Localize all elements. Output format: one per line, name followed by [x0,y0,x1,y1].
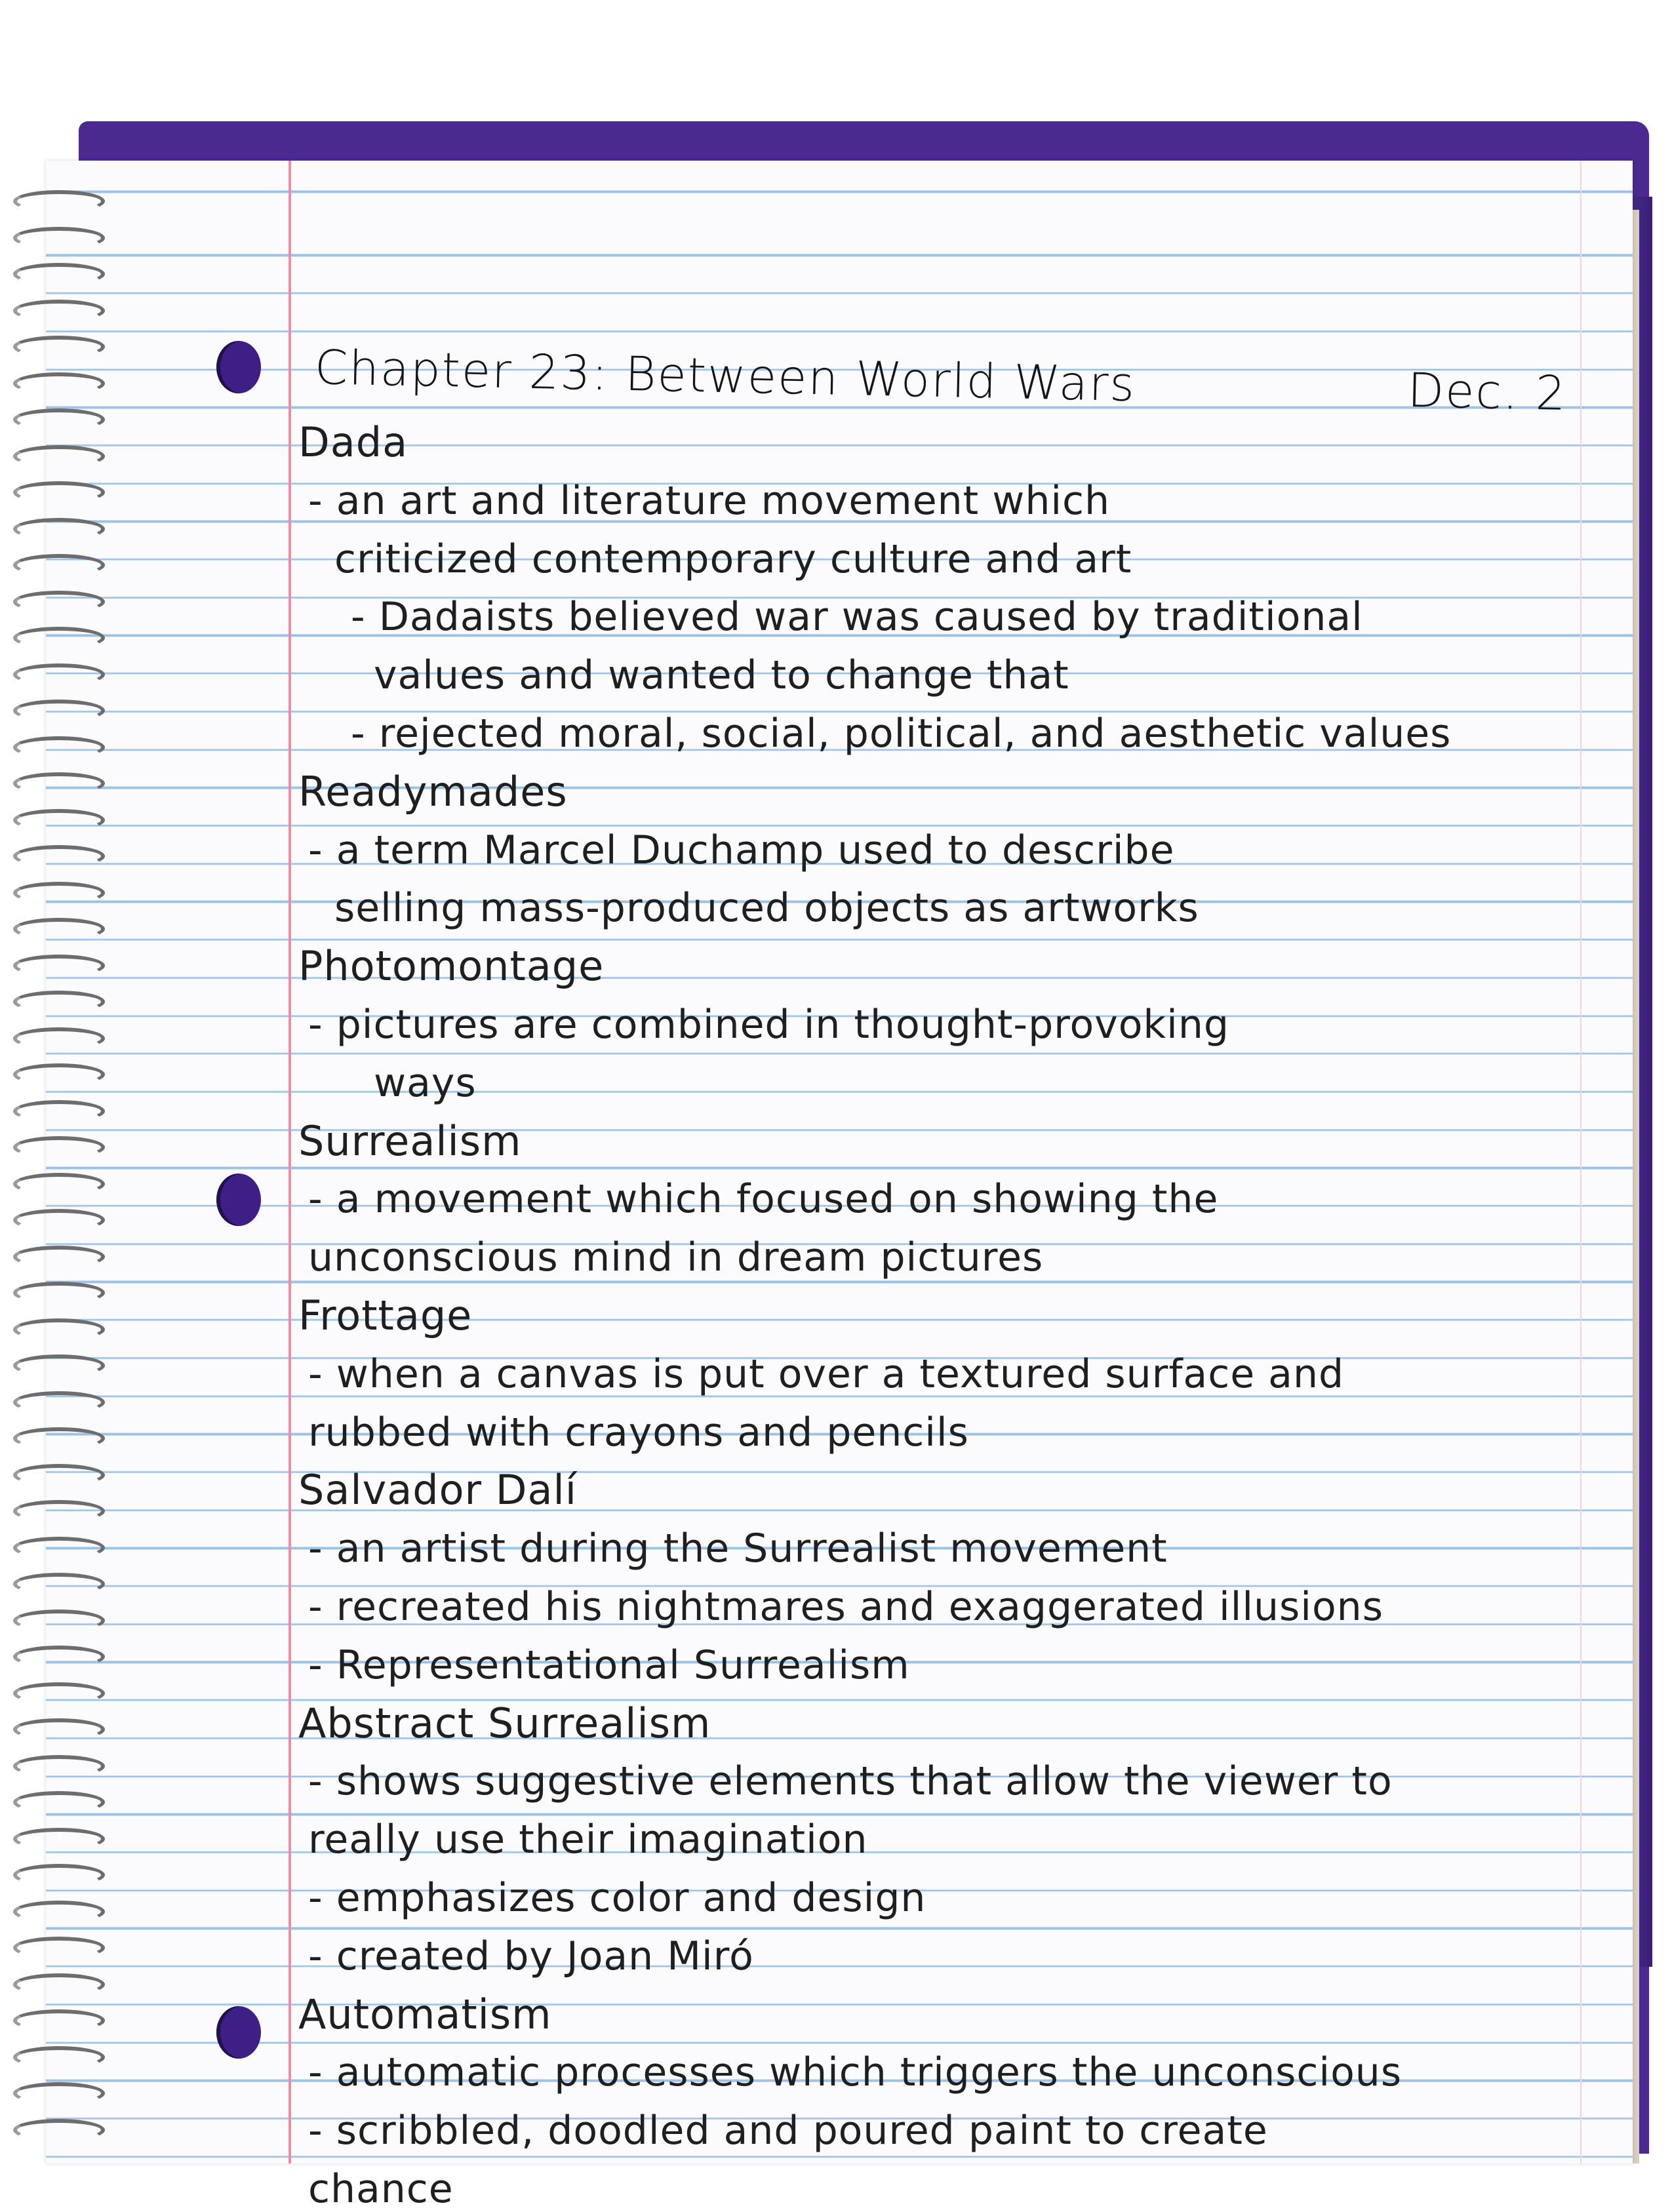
spiral-coil [13,408,105,431]
note-line: rubbed with crayons and pencils [308,1409,969,1455]
note-line: - a movement which focused on showing the [308,1176,1219,1223]
note-line: - when a canvas is put over a textured surface and [308,1351,1345,1397]
note-line: - Representational Surrealism [308,1642,910,1688]
spiral-coil [13,445,105,467]
spiral-coil [13,1537,105,1559]
spiral-coil [13,1500,105,1522]
spiral-coil [13,1682,105,1705]
note-line: unconscious mind in dream pictures [308,1234,1044,1281]
spiral-coil [13,1646,105,1668]
note-line: - pictures are combined in thought-provoking [308,1002,1229,1048]
spiral-coil [13,1173,105,1195]
spiral-coil [13,1100,105,1122]
spiral-coil [13,1282,105,1304]
spiral-coil [13,845,105,867]
note-line: - automatic processes which triggers the unconscious [308,2049,1403,2096]
red-margin-line [289,161,291,2163]
spiral-coil [13,1573,105,1595]
note-line: - recreated his nightmares and exaggerated illusions [308,1584,1383,1630]
spiral-binding [0,164,111,2163]
spiral-coil [13,1318,105,1341]
spiral-coil [13,1209,105,1231]
spiral-coil [13,190,105,212]
spiral-coil [13,991,105,1013]
spiral-coil [13,955,105,977]
ruled-notebook-page [46,161,1633,2163]
spiral-coil [13,1354,105,1377]
spiral-coil [13,736,105,759]
note-heading: Readymades [298,767,568,816]
spiral-coil [13,1828,105,1850]
spiral-coil [13,809,105,831]
spiral-coil [13,627,105,649]
spiral-coil [13,591,105,613]
spiral-coil [13,663,105,686]
note-heading: Dada [298,418,408,466]
faint-right-margin [1580,161,1582,2163]
note-line: really use their imagination [308,1817,868,1863]
binder-hole-top [216,341,261,393]
spiral-coil [13,1610,105,1632]
spiral-coil [13,1246,105,1268]
spiral-coil [13,1464,105,1486]
binder-hole-middle [216,1174,261,1226]
spiral-coil [13,1718,105,1741]
note-line: - scribbled, doodled and poured paint to create [308,2108,1268,2154]
page-title: Chapter 23: Between World Wars [314,340,1136,412]
spiral-coil [13,882,105,904]
note-heading: Photomontage [298,942,605,991]
note-line: - an artist during the Surrealist movement [308,1526,1168,1572]
note-line: - shows suggestive elements that allow the viewer to [308,1758,1393,1805]
note-line: chance [308,2166,454,2212]
spiral-coil [13,263,105,285]
note-line: - rejected moral, social, political, and aesthetic values [351,711,1452,757]
spiral-coil [13,2009,105,2032]
note-line: - Dadaists believed war was caused by traditional [351,594,1363,641]
spiral-coil [13,1391,105,1413]
spiral-coil [13,918,105,940]
note-line: values and wanted to change that [374,652,1069,699]
note-line: - created by Joan Miró [308,1933,754,1979]
spiral-coil [13,1791,105,1813]
spiral-coil [13,1027,105,1050]
spiral-coil [13,336,105,358]
spiral-coil [13,481,105,504]
spiral-coil [13,1755,105,1777]
spiral-coil [13,700,105,722]
note-line: - an art and literature movement which [308,477,1111,524]
spiral-coil [13,227,105,249]
note-heading: Abstract Surrealism [298,1699,711,1747]
spiral-coil [13,1136,105,1158]
note-heading: Automatism [298,1990,552,2038]
spiral-coil [13,772,105,795]
note-heading: Frottage [298,1292,473,1339]
spiral-coil [13,1864,105,1886]
spiral-coil [13,518,105,540]
spiral-coil [13,2082,105,2104]
spiral-coil [13,2119,105,2141]
spiral-coil [13,2046,105,2068]
note-line: - a term Marcel Duchamp used to describe [308,827,1175,873]
page-date: Dec. 2 [1406,362,1568,421]
note-line: - emphasizes color and design [308,1875,926,1921]
note-heading: Salvador Dalí [298,1466,577,1514]
note-line: criticized contemporary culture and art [334,536,1132,582]
spiral-coil [13,372,105,395]
spiral-coil [13,1427,105,1450]
spiral-coil [13,1063,105,1086]
spiral-coil [13,554,105,576]
spiral-coil [13,1901,105,1923]
spiral-coil [13,1937,105,1959]
note-line: selling mass-produced objects as artworks [334,885,1199,932]
binder-hole-bottom [216,2006,261,2059]
spiral-coil [13,1973,105,1996]
note-heading: Surrealism [298,1116,522,1165]
note-line: ways [374,1059,477,1106]
spiral-coil [13,300,105,322]
